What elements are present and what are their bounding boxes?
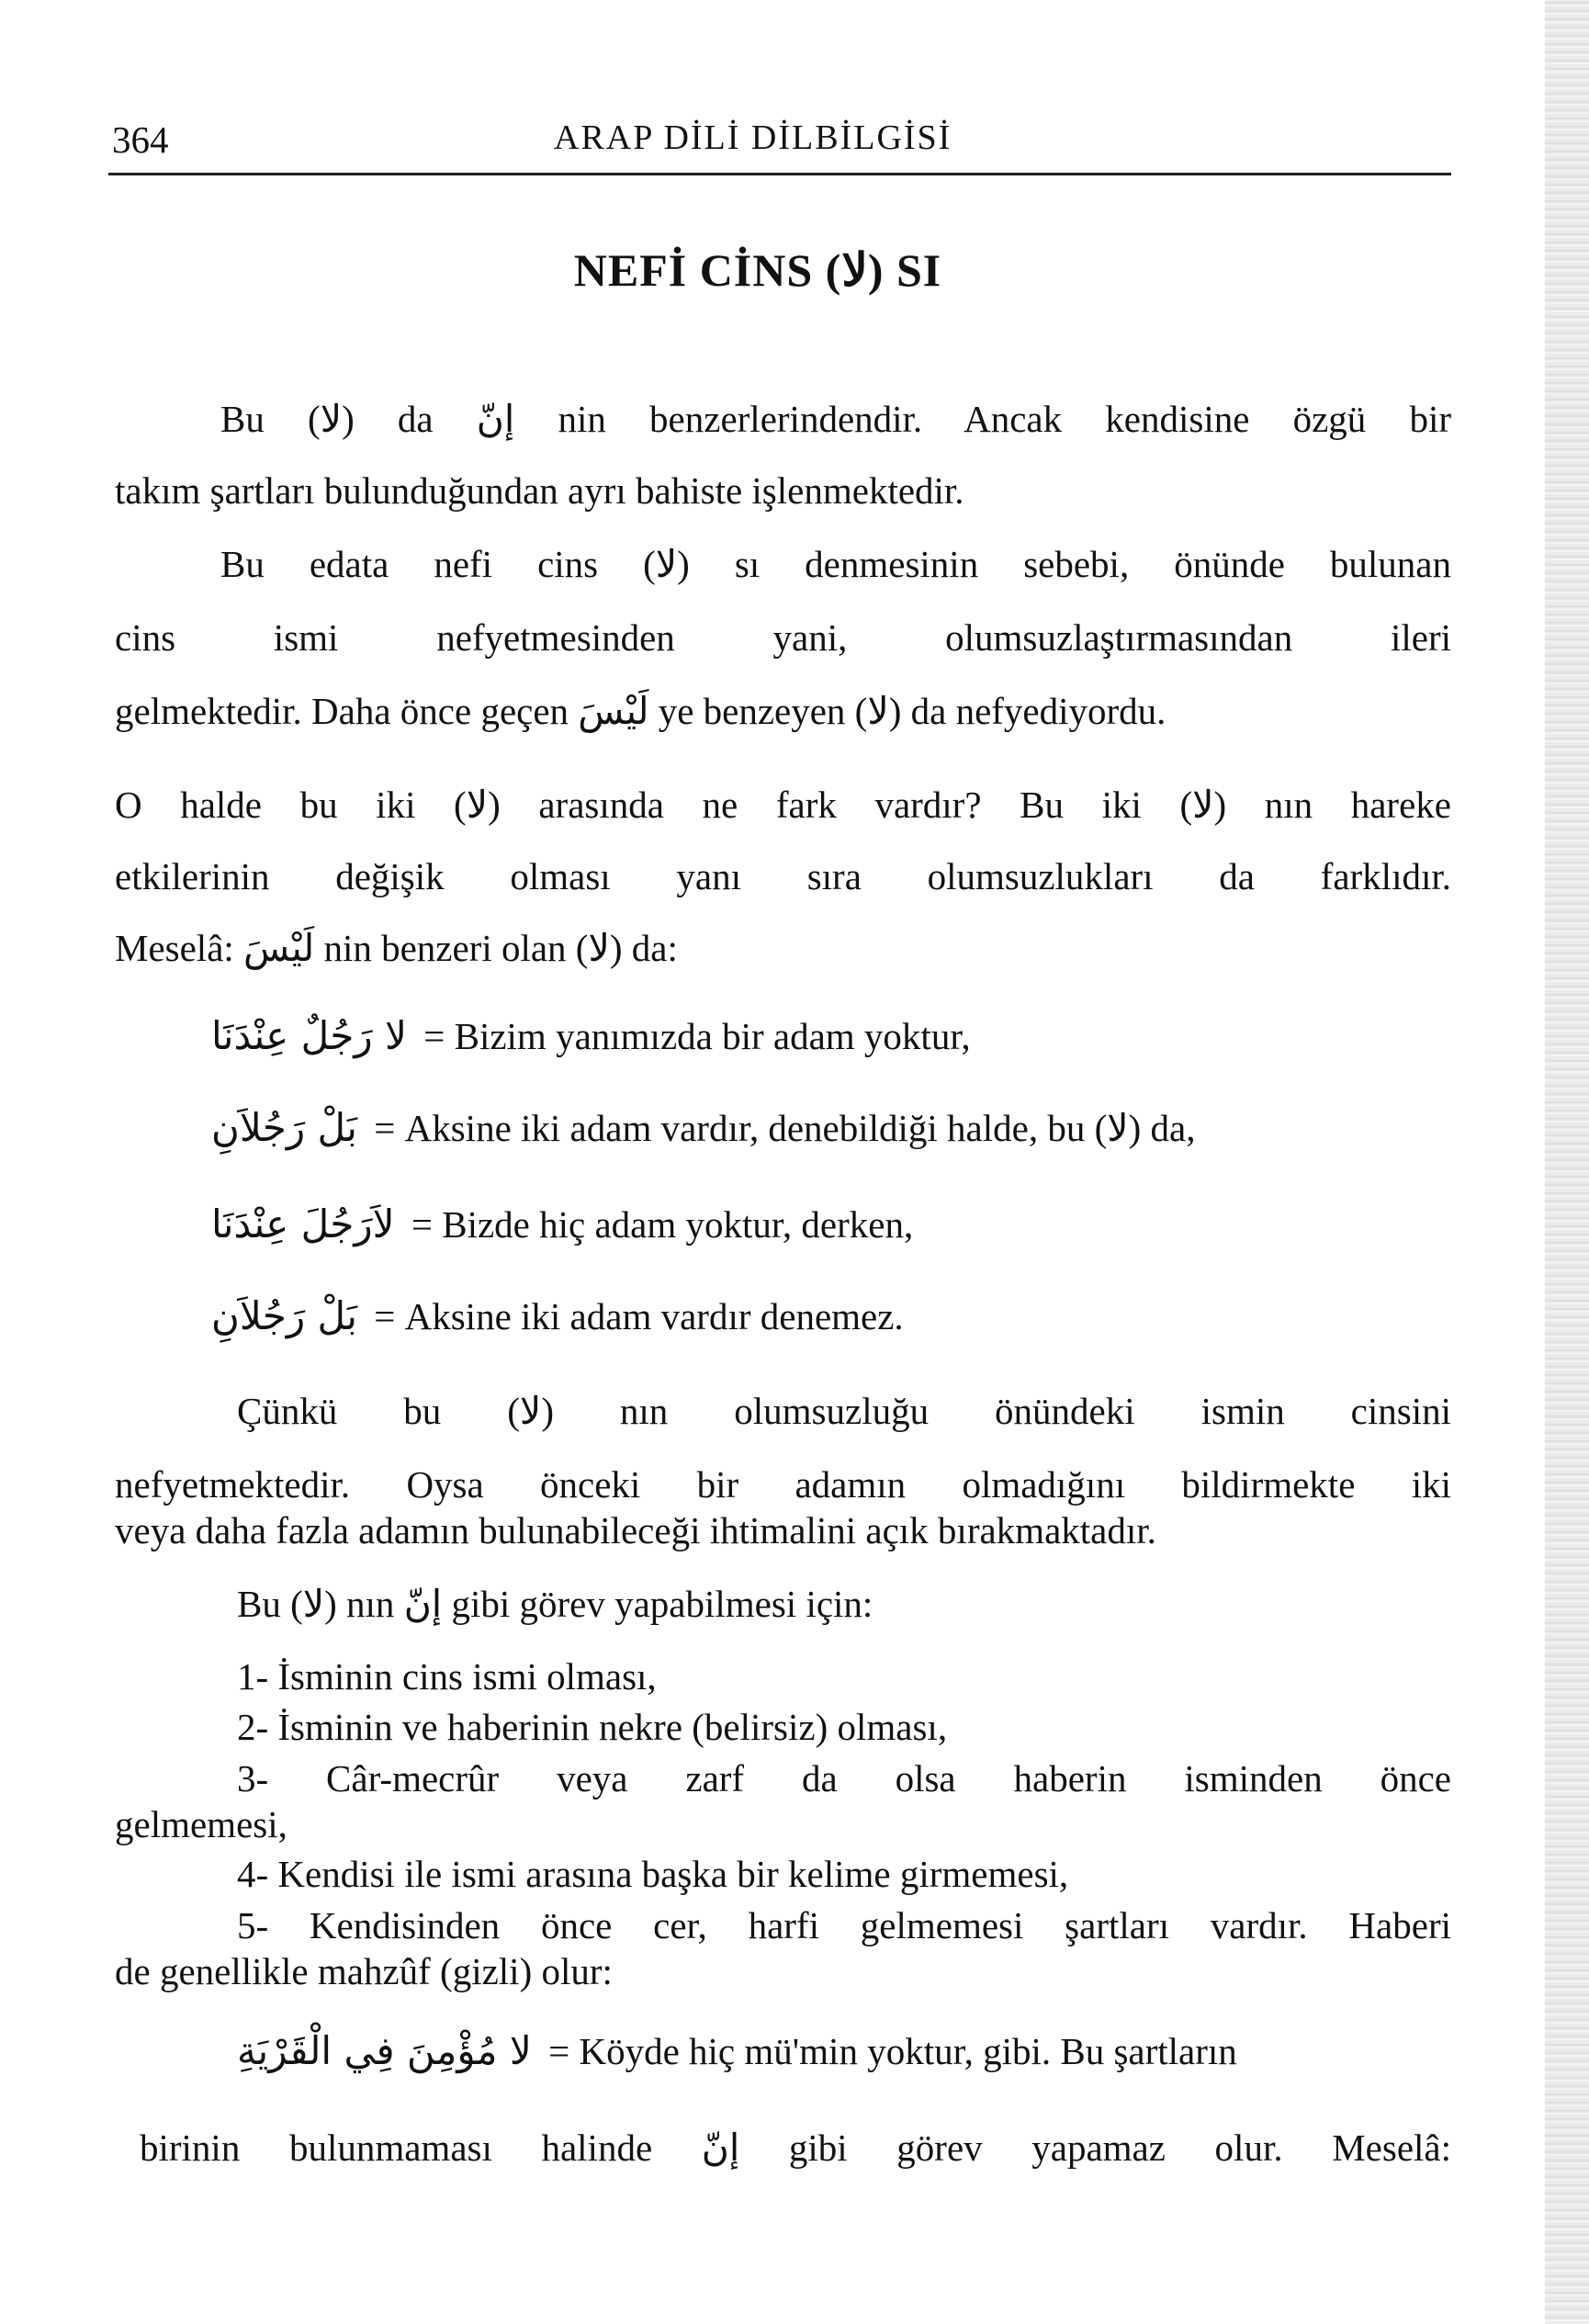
p5-intro: Bu (لا) nın إنّ gibi görev yapabilmesi için:	[237, 1583, 873, 1625]
example-4-text: = Aksine iki adam vardır denemez.	[374, 1295, 904, 1337]
condition-2: 2- İsminin ve haberinin nekre (belirsiz) olması,	[237, 1706, 948, 1748]
example-2-arabic: بَلْ رَجُلاَنِ	[211, 1105, 357, 1150]
condition-3: 3- Câr-mecrûr veya zarf da olsa haberin isminden önce	[237, 1757, 1451, 1799]
condition-4: 4- Kendisi ile ismi arasına başka bir kelime girmemesi,	[237, 1853, 1069, 1895]
p3-line-1: O halde bu iki (لا) arasında ne fark vardır? Bu iki (لا) nın hareke	[115, 784, 1451, 826]
example-1	[211, 1010, 971, 1062]
example-1-text: = Bizim yanımızda bir adam yoktur,	[423, 1015, 971, 1057]
example-3-arabic: لاَرَجُلَ عِنْدَنَا	[211, 1201, 395, 1247]
example-2	[211, 1102, 1196, 1154]
p4-line-2: nefyetmektedir. Oysa önceki bir adamın olmadığını bildirmekte iki	[115, 1463, 1451, 1506]
p1-line-1: Bu (لا) da إنّ nin benzerlerindendir. Ancak kendisine özgü bir	[220, 398, 1452, 440]
p2-line-3: gelmektedir. Daha önce geçen لَيْسَ ye benzeyen (لا) da nefyediyordu.	[115, 690, 1166, 732]
example-final	[237, 2025, 1237, 2077]
section-title: NEFİ CİNS (لا) SI	[573, 244, 942, 296]
condition-1: 1- İsminin cins ismi olması,	[237, 1655, 657, 1698]
p1-line-2: takım şartları bulunduğundan ayrı bahiste işlenmektedir.	[115, 469, 964, 512]
page-number: 364	[112, 118, 169, 161]
condition-5: 5- Kendisinden önce cer, harfi gelmemesi şartları vardır. Haberi	[237, 1904, 1451, 1946]
p3-line-2: etkilerinin değişik olması yanı sıra olumsuzlukları da farklıdır.	[115, 855, 1451, 897]
example-final-text: = Köyde hiç mü'min yoktur, gibi. Bu şartların	[548, 2030, 1237, 2072]
p4-line-3: veya daha fazla adamın bulunabileceği ihtimalini açık bırakmaktadır.	[115, 1509, 1156, 1551]
example-2-text: = Aksine iki adam vardır, denebildiği halde, bu (لا) da,	[374, 1107, 1196, 1149]
page-header	[108, 108, 1451, 175]
p3-line-3: Meselâ: لَيْسَ nin benzeri olan (لا) da:	[115, 927, 678, 969]
p4-line-1: Çünkü bu (لا) nın olumsuzluğu önündeki ismin cinsini	[237, 1390, 1452, 1432]
last-line: birinin bulunmaması halinde إنّ gibi görev yapamaz olur. Meselâ:	[140, 2127, 1451, 2169]
page-edge	[1545, 0, 1589, 2324]
p2-line-1: Bu edata nefi cins (لا) sı denmesinin sebebi, önünde bulunan	[220, 543, 1451, 585]
condition-5-cont: de genellikle mahzûf (gizli) olur:	[115, 1950, 613, 1992]
example-3	[211, 1199, 913, 1250]
example-final-arabic: لا مُؤْمِنَ فِي الْقَرْيَةِ	[237, 2028, 532, 2073]
example-1-arabic: لا رَجُلٌ عِنْدَنَا	[211, 1013, 407, 1058]
condition-3-cont: gelmemesi,	[115, 1803, 287, 1845]
example-4-arabic: بَلْ رَجُلاَنِ	[211, 1293, 357, 1338]
p2-line-2: cins ismi nefyetmesinden yani, olumsuzlaştırmasından ileri	[115, 616, 1451, 659]
example-4	[211, 1291, 904, 1342]
example-3-text: = Bizde hiç adam yoktur, derken,	[411, 1203, 914, 1246]
running-head: ARAP DİLİ DİLBİLGİSİ	[554, 118, 952, 157]
